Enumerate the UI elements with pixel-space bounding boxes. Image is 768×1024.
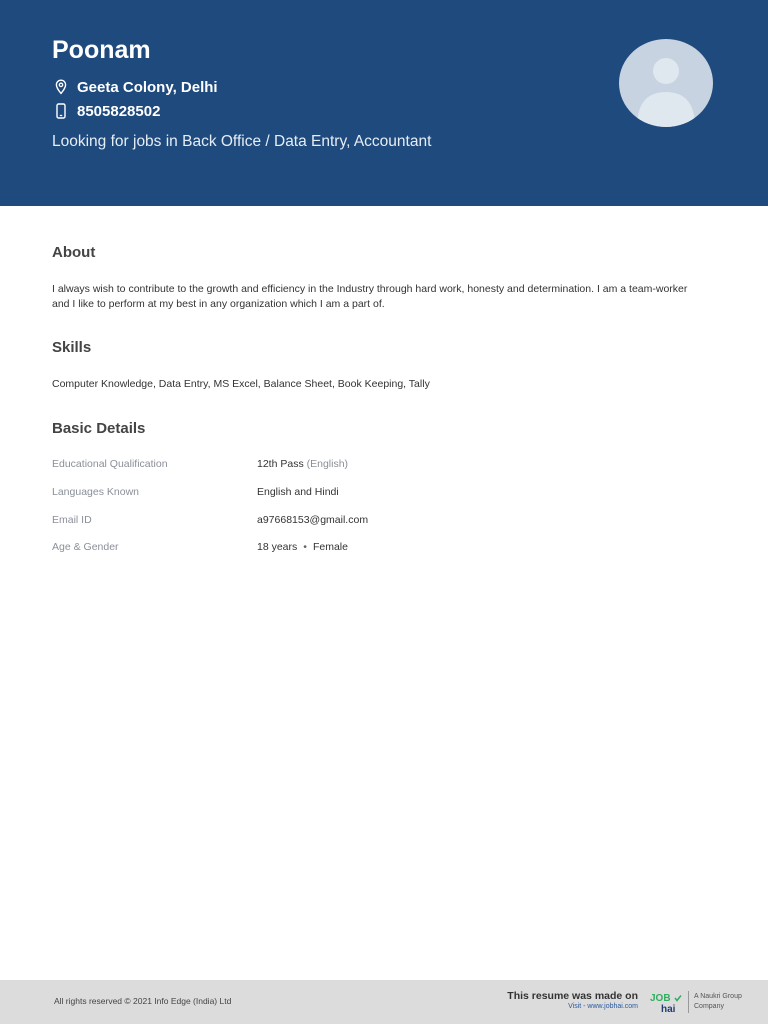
copyright-text: All rights reserved © 2021 Info Edge (India) Ltd: [54, 996, 232, 1006]
brand-tagline: A Naukri Group Company: [694, 993, 742, 1010]
email-value[interactable]: a97668153@gmail.com: [257, 514, 369, 526]
skills-text: Computer Knowledge, Data Entry, MS Excel, Balance Sheet, Book Keeping, Tally: [52, 378, 430, 390]
resume-header: [0, 0, 768, 206]
separator-dot: •: [303, 541, 307, 553]
default-avatar-icon: [619, 39, 713, 127]
email-label: Email ID: [52, 514, 92, 526]
made-on-block: [507, 990, 638, 1010]
phone-row: [52, 102, 160, 120]
about-text: I always wish to contribute to the growth and efficiency in the Industry through hard work, honesty and determination. I am a team-worker and I like to perform at my best in any organization which I am a part of.: [52, 283, 688, 310]
education-label: Educational Qualification: [52, 458, 168, 470]
job-preference: Looking for jobs in Back Office / Data Entry, Accountant: [52, 133, 432, 150]
location-row: [52, 78, 218, 96]
basic-details-heading: Basic Details: [52, 420, 146, 437]
location-text: Geeta Colony, Delhi: [77, 78, 218, 96]
visit-link[interactable]: Visit - www.jobhai.com: [568, 1003, 638, 1010]
location-pin-icon: [52, 78, 70, 96]
age-gender-value: [257, 541, 348, 553]
education-level: 12th Pass: [257, 458, 304, 470]
education-medium: (English): [306, 458, 349, 470]
check-icon: [675, 996, 681, 1001]
mobile-phone-icon: [52, 102, 70, 120]
languages-label: Languages Known: [52, 486, 139, 498]
gender-value: Female: [312, 541, 348, 553]
jobhai-logo[interactable]: [650, 991, 684, 1015]
resume-footer: [0, 980, 768, 1024]
age-gender-label: Age & Gender: [52, 541, 119, 553]
about-heading: About: [52, 244, 96, 261]
skills-heading: Skills: [52, 339, 92, 356]
education-value: [257, 458, 348, 470]
languages-value: English and Hindi: [257, 486, 339, 498]
phone-number[interactable]: 8505828502: [77, 102, 161, 120]
logo-hai-text: hai: [661, 1004, 676, 1015]
age-value: 18 years: [257, 541, 298, 553]
candidate-name: Poonam: [52, 36, 151, 64]
made-on-text: This resume was made on: [507, 990, 638, 1002]
logo-job-text: JOB: [650, 993, 671, 1004]
brand-divider: [688, 991, 689, 1013]
